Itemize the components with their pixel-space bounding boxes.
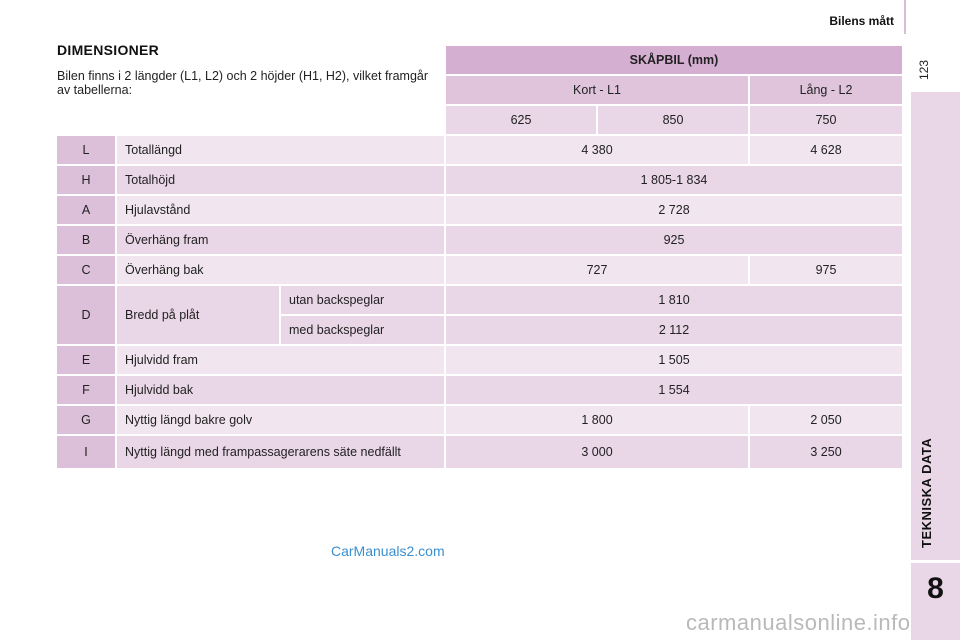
page-header-title: Bilens mått xyxy=(829,14,894,28)
table-header: SKÅPBIL (mm) xyxy=(446,46,902,74)
chapter-number: 8 xyxy=(911,560,960,615)
row-code: I xyxy=(57,436,115,468)
watermark-link[interactable]: CarManuals2.com xyxy=(331,543,445,559)
row-value: 2 112 xyxy=(446,316,902,344)
row-value: 1 810 xyxy=(446,286,902,314)
row-code: D xyxy=(57,286,115,344)
side-tab-label: TEKNISKA DATA xyxy=(919,437,934,548)
row-label: Överhäng bak xyxy=(117,256,444,284)
variant-header-l2: Lång - L2 xyxy=(750,76,902,104)
row-value: 925 xyxy=(446,226,902,254)
watermark-bottom: carmanualsonline.info xyxy=(686,610,911,635)
row-label: Totallängd xyxy=(117,136,444,164)
row-value: 1 554 xyxy=(446,376,902,404)
row-value: 1 805-1 834 xyxy=(446,166,902,194)
row-value: 975 xyxy=(750,256,902,284)
row-code: A xyxy=(57,196,115,224)
row-label: Nyttig längd bakre golv xyxy=(117,406,444,434)
row-code: E xyxy=(57,346,115,374)
side-tab xyxy=(911,92,960,640)
header-divider xyxy=(904,0,906,34)
row-sublabel: med backspeglar xyxy=(281,316,444,344)
row-label: Hjulvidd bak xyxy=(117,376,444,404)
row-code: F xyxy=(57,376,115,404)
row-value: 3 250 xyxy=(750,436,902,468)
section-title: DIMENSIONER xyxy=(57,42,160,58)
row-value: 1 505 xyxy=(446,346,902,374)
row-value: 727 xyxy=(446,256,748,284)
section-intro: Bilen finns i 2 längder (L1, L2) och 2 höjder (H1, H2), vilket framgår av tabellerna: xyxy=(57,69,429,97)
row-label: Hjulavstånd xyxy=(117,196,444,224)
row-label: Hjulvidd fram xyxy=(117,346,444,374)
variant-header-l1: Kort - L1 xyxy=(446,76,748,104)
subvalue-cell: 625 xyxy=(446,106,596,134)
subvalue-cell: 850 xyxy=(598,106,748,134)
row-code: B xyxy=(57,226,115,254)
row-value: 3 000 xyxy=(446,436,748,468)
row-code: C xyxy=(57,256,115,284)
row-label: Nyttig längd med frampassagerarens säte nedfällt xyxy=(117,436,444,468)
row-value: 2 728 xyxy=(446,196,902,224)
row-value: 4 628 xyxy=(750,136,902,164)
row-value: 2 050 xyxy=(750,406,902,434)
row-value: 1 800 xyxy=(446,406,748,434)
row-code: L xyxy=(57,136,115,164)
row-code: G xyxy=(57,406,115,434)
row-value: 4 380 xyxy=(446,136,748,164)
page-number: 123 xyxy=(917,59,931,80)
subvalue-cell: 750 xyxy=(750,106,902,134)
row-code: H xyxy=(57,166,115,194)
row-label: Totalhöjd xyxy=(117,166,444,194)
row-label: Överhäng fram xyxy=(117,226,444,254)
row-label: Bredd på plåt xyxy=(117,286,279,344)
row-sublabel: utan backspeglar xyxy=(281,286,444,314)
